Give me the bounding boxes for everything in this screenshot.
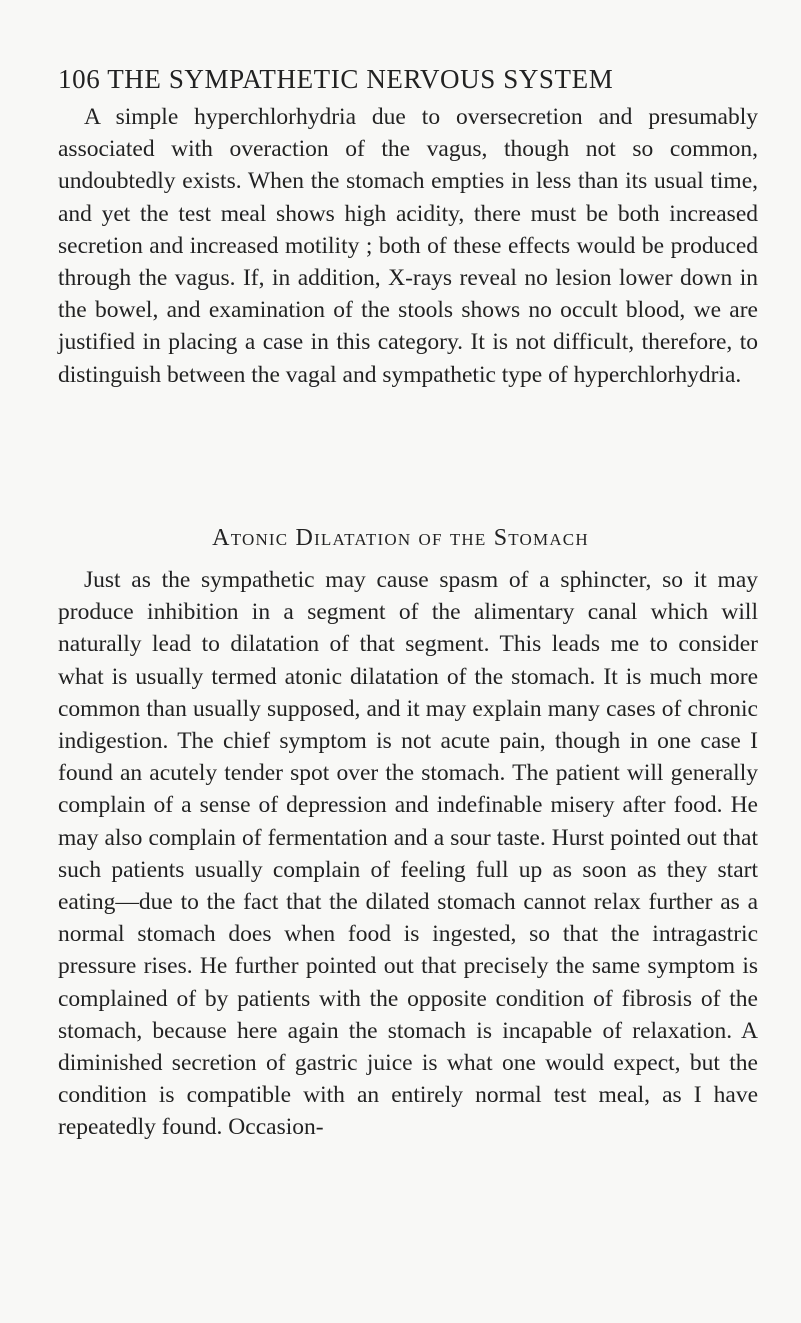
section-heading: Atonic Dilatation of the Stomach	[212, 525, 589, 551]
paragraph-hyperchlorhydria: A simple hyperchlorhydria due to oversecretion and presumably associated with overaction of the vagus, though not so common, undoubtedly exists. When the stomach empties in less than its usual time, and yet the test meal shows high acidity, there must be both increased secretion and increased motility ; both of these effects would be produced through the vagus. If, in addition, X-rays reveal no lesion lower down in the bowel, and examination of the stools shows no occult blood, we are justified in placing a case in this category. It is not difficult, therefore, to distinguish between the vagal and sympathetic type of hyperchlorhydria.	[58, 104, 758, 388]
page-number: 106	[58, 64, 101, 94]
paragraph-atonic-dilatation: Just as the sympathetic may cause spasm of a sphincter, so it may produce inhibition in a segment of the alimentary canal which will naturally lead to dilatation of that segment. This leads me to consider what is usually termed atonic dilatation of the stomach. It is much more common than usually supposed, and it may explain many cases of chronic indigestion. The chief symptom is not acute pain, though in one case I found an acutely tender spot over the stomach. The patient will generally complain of a sense of depression and indefinable misery after food. He may also complain of fermentation and a sour taste. Hurst pointed out that such patients usually complain of feeling full up as soon as they start eating—due to the fact that the dilated stomach cannot relax further as a normal stomach does when food is ingested, so that the intragastric pressure rises. He further pointed out that precisely the same symptom is complained of by patients with the opposite condition of fibrosis of the stomach, because here again the stomach is incapable of relaxation. A diminished secretion of gastric juice is what one would expect, but the condition is compatible with an entirely normal test meal, as I have repeatedly found. Occasion-	[58, 567, 758, 1141]
running-title: THE SYMPATHETIC NERVOUS SYSTEM	[107, 64, 614, 94]
running-head	[58, 62, 613, 96]
